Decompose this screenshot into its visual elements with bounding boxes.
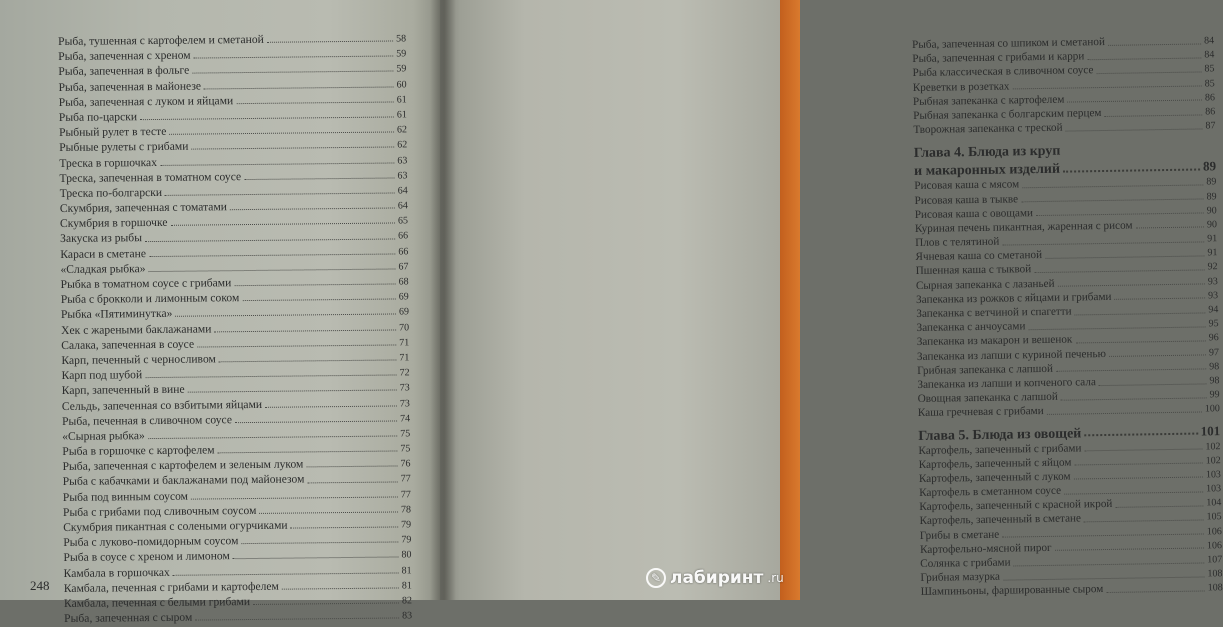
toc-page-number: 81 [401,580,412,592]
toc-title: Хек с жареными баклажанами [61,321,212,337]
dot-leader [291,527,399,529]
dot-leader [1063,168,1200,172]
toc-title: Рыба, запеченная с грибами и карри [912,50,1085,66]
toc-page-number: 63 [397,154,408,166]
toc-page-number: 68 [398,276,409,288]
dot-leader [1014,562,1205,566]
toc-title: Рыба, запеченная с хреном [58,48,191,64]
dot-leader [233,557,399,560]
toc-page-number: 106 [1206,525,1222,538]
toc-page-number: 59 [396,63,407,75]
toc-title: Камбала в горшочках [63,565,170,580]
dot-leader [267,41,393,43]
toc-page-number: 91 [1207,233,1218,245]
dot-leader [307,481,397,483]
toc-page-number: 85 [1204,77,1215,89]
dot-leader [171,223,395,226]
toc-title: Грибная запеканка с лапшой [917,362,1054,377]
toc-title: Ячневая каша со сметаной [915,249,1043,264]
toc-page-number: 66 [398,230,409,242]
toc-title: Рыба, тушенная с картофелем и сметаной [58,32,264,48]
toc-title: Рыба по-царски [58,110,138,124]
toc-page-number: 107 [1207,554,1223,566]
dot-leader [1066,128,1203,131]
toc-title: Рыба в соусе с хреном и лимоном [63,549,230,565]
toc-page-number: 86 [1204,91,1216,104]
toc-title: Рыба, запеченная с сыром [64,610,193,626]
toc-page-number: 106 [1206,540,1223,552]
toc-title: Картофель, запеченный с луком [918,470,1071,485]
dot-leader [1002,241,1204,245]
toc-title: Рыба с луково-помидорным соусом [63,534,239,550]
toc-title: Рыбка «Пятиминутка» [60,307,173,322]
toc-page-number: 69 [398,306,409,318]
toc-title: Рыба, запеченная в фольге [58,64,190,79]
toc-title: Камбала, печенная с белыми грибами [63,594,251,610]
toc-title: «Сладкая рыбка» [60,261,146,276]
toc-page-number: 103 [1206,483,1222,495]
toc-page-number: 71 [399,337,410,349]
toc-title: Овощная запеканка с лапшой [917,390,1058,406]
toc-page-number: 74 [399,413,411,425]
dot-leader [1045,255,1204,259]
dot-leader [173,572,399,575]
toc-title: Рыба с грибами под сливочным соусом [62,503,257,519]
dot-leader [1115,505,1203,507]
dot-leader [1061,397,1207,400]
toc-page-number: 61 [396,109,407,121]
toc-title: Каша гречневая с грибами [917,405,1044,420]
toc-title: Рыбная запеканка с картофелем [912,93,1065,108]
toc-page-number: 81 [401,564,412,576]
toc-title: Творожная запеканка с треской [913,121,1063,137]
dot-leader [234,284,395,287]
toc-title: Караси в сметане [60,246,146,261]
toc-title: Рыба с кабачками и баклажанами под майонезом [62,472,305,489]
toc-page-number: 96 [1208,332,1219,344]
toc-title: Картофель, запеченный с красной икрой [919,498,1113,514]
toc-page-number: 70 [399,321,410,334]
toc-title: Плов с телятиной [915,235,1000,250]
toc-title: Запеканка из лапши с куриной печенью [916,347,1106,363]
toc-title: Картофель, запеченный с яйцом [918,456,1072,471]
labirint-logo-icon: ✎ [646,568,666,588]
dot-leader [149,253,395,257]
dot-leader [1104,114,1202,117]
right-toc-list [912,33,1223,599]
dot-leader [1028,326,1205,330]
dot-leader [306,466,397,468]
dot-leader [145,375,396,379]
toc-title: Картофельно-мясной пирог [919,541,1052,556]
dot-leader [1084,449,1202,452]
toc-title: Запеканка из рожков с яйцами и грибами [916,290,1112,306]
chapter-page-number: 101 [1200,422,1221,439]
toc-page-number: 79 [401,534,412,546]
toc-page-number: 103 [1205,469,1221,481]
dot-leader [1074,477,1203,480]
dot-leader [191,147,394,150]
toc-page-number: 83 [402,610,413,622]
toc-title: Запеканка с ветчиной и спагетти [916,305,1072,320]
toc-title: Сельдь, запеченная со взбитыми яйцами [61,397,263,413]
toc-page-number: 75 [400,428,411,440]
dot-leader [1034,269,1204,273]
dot-leader [1074,463,1202,466]
watermark-text: лабиринт [670,568,764,588]
toc-page-number: 67 [398,261,409,273]
toc-title: Рыба с брокколи и лимонным соком [60,291,240,307]
dot-leader [195,618,399,621]
toc-page-number: 76 [400,458,411,470]
toc-page-number: 99 [1209,389,1220,401]
toc-title: Треска по-болгарски [59,185,163,200]
dot-leader [197,344,396,347]
toc-title: Грибная мазурка [920,570,1001,585]
dot-leader [282,587,399,589]
toc-page-number: 87 [1205,120,1216,132]
dot-leader [1099,383,1207,386]
dot-leader [1108,43,1201,45]
toc-page-number: 62 [396,124,408,136]
dot-leader [140,117,394,121]
toc-page-number: 79 [401,519,412,531]
dot-leader [1075,340,1205,343]
toc-page-number: 63 [397,170,408,182]
toc-title: Запеканка из макарон и вешенок [916,333,1073,349]
dot-leader [230,208,395,211]
toc-page-number: 62 [397,139,408,151]
toc-page-number: 72 [399,367,410,379]
toc-title: Сырная запеканка с лазаньей [915,277,1055,292]
dot-leader [1084,520,1204,523]
toc-title: Запеканка с анчоусами [916,320,1026,335]
dot-leader [1003,576,1204,580]
dot-leader [1075,312,1206,315]
toc-page-number: 75 [400,443,411,455]
dot-leader [204,86,394,89]
dot-leader [1022,184,1203,188]
dot-leader [188,390,397,393]
toc-page-number: 98 [1209,360,1220,373]
dot-leader [1096,71,1201,74]
dot-leader [236,101,394,104]
dot-leader [169,132,394,135]
dot-leader [192,71,393,74]
toc-page-number: 84 [1203,35,1215,47]
toc-title: Треска, запеченная в томатном соусе [59,169,242,185]
dot-leader [1036,213,1204,217]
dot-leader [253,602,399,605]
dot-leader [1058,284,1205,287]
chapter-page-number: 89 [1202,158,1217,174]
watermark-domain: .ru [767,571,784,585]
toc-page-number: 78 [400,504,412,516]
dot-leader [149,268,396,272]
dot-leader [1067,100,1202,103]
toc-page-number: 104 [1206,497,1222,509]
dot-leader [219,360,397,363]
toc-title: Рыба классическая в сливочном соусе [912,64,1094,80]
dot-leader [1087,57,1201,60]
toc-page-number: 108 [1207,568,1223,580]
toc-page-number: 90 [1206,204,1217,217]
toc-page-number: 73 [399,397,410,409]
dot-leader [235,420,397,423]
dot-leader [191,496,398,499]
toc-title: Треска в горшочках [59,155,158,170]
toc-title: Шампиньоны, фаршированные сыром [920,583,1104,599]
toc-page-number: 66 [398,245,409,258]
dot-leader [148,435,397,439]
toc-page-number: 95 [1208,318,1219,330]
toc-title: Рыба в горшочке с картофелем [62,443,215,459]
dot-leader [259,511,398,513]
toc-page-number: 98 [1209,375,1220,387]
toc-page-number: 102 [1205,440,1221,452]
toc-page-number: 71 [399,352,410,364]
dot-leader [1106,590,1204,593]
toc-title: Рыбка в томатном соусе с грибами [60,276,232,291]
toc-page-number: 64 [397,200,408,212]
toc-page-number: 89 [1206,190,1217,202]
toc-title: Рисовая каша в тыкве [914,192,1019,207]
toc-title: Скумбрия, запеченная с томатами [59,200,228,216]
toc-page-number: 97 [1208,346,1220,358]
book-spine-shadow [430,0,456,600]
toc-title: Запеканка из лапши и копченого сала [917,376,1096,391]
dot-leader [1056,369,1206,372]
toc-title: Картофель, запеченный с грибами [918,441,1082,457]
toc-title: Рыба, запеченная со шпиком и сметаной [912,35,1105,51]
toc-title: Рыбные рулеты с грибами [59,139,189,155]
toc-page-number: 80 [401,549,412,561]
toc-page-number: 59 [396,48,407,60]
dot-leader [1012,86,1201,90]
toc-entry [64,607,412,626]
toc-title: Пшенная каша с тыквой [915,263,1032,278]
toc-title: Рисовая каша с мясом [914,178,1020,193]
toc-page-number: 85 [1204,63,1215,75]
toc-title: Карп, запеченный в вине [61,383,185,398]
toc-title: Рисовая каша с овощами [914,206,1034,221]
toc-page-number: 77 [400,488,411,501]
toc-title: Карп под шубой [61,368,143,383]
toc-page-number: 60 [396,78,407,91]
dot-leader [1064,491,1203,494]
toc-title: Закуска из рыбы [60,231,143,246]
toc-page-number: 77 [400,473,411,485]
toc-title: Грибы в сметане [919,528,1000,542]
dot-leader [165,192,395,195]
toc-page-number: 102 [1205,454,1221,467]
toc-title: Рыба, запеченная с картофелем и зеленым луком [62,457,304,474]
left-page [0,0,440,626]
dot-leader [1021,199,1203,203]
toc-page-number: 94 [1208,304,1219,316]
toc-title: Салака, запеченная в соусе [61,337,195,352]
dot-leader [214,329,396,332]
dot-leader [194,56,394,59]
toc-title: «Сырная рыбка» [62,428,145,443]
dot-leader [244,177,394,180]
dot-leader [265,405,397,407]
left-toc-list [58,30,412,626]
toc-page-number: 92 [1207,261,1218,273]
toc-title: Рыба, печенная в сливочном соусе [61,412,233,428]
toc-page-number: 84 [1204,49,1215,61]
toc-title: Картофель в сметанном соусе [919,484,1062,500]
toc-page-number: 65 [397,215,409,227]
dot-leader [1115,298,1206,300]
toc-page-number: 90 [1206,219,1218,231]
toc-page-number: 82 [401,595,413,607]
toc-page-number: 86 [1205,106,1216,118]
chapter-title-line2: и макаронных изделий [913,162,1061,180]
toc-page-number: 89 [1206,176,1217,188]
toc-page-number: 105 [1206,511,1222,523]
dot-leader [160,162,394,165]
toc-title: Солянка с грибами [920,556,1011,570]
toc-page-number: 69 [398,291,409,303]
toc-title: Рыба, запеченная в майонезе [58,79,202,94]
toc-page-number: 93 [1207,290,1219,302]
dot-leader [1109,355,1206,358]
toc-page-number: 93 [1207,275,1218,288]
toc-page-number: 91 [1207,247,1218,259]
toc-page-number: 58 [396,33,407,45]
dot-leader [242,299,396,302]
toc-title: Карп, печенный с черносливом [61,352,216,367]
toc-page-number: 64 [397,185,408,197]
dot-leader [1084,433,1197,437]
toc-page-number: 61 [396,94,407,106]
toc-title: Креветки в розетках [912,80,1010,94]
toc-title: Рыба, запеченная с луком и яйцами [58,93,234,109]
right-page [440,0,1223,600]
toc-title: Рыбный рулет в тесте [58,124,167,140]
page-number: 248 [30,578,50,593]
dot-leader [1002,534,1204,538]
chapter-title: Глава 5. Блюда из овощей [918,425,1082,444]
dot-leader [218,451,398,454]
toc-title: Камбала, печенная с грибами и картофелем [63,579,279,595]
toc-title: Скумбрия пикантная с солеными огурчиками [63,518,288,534]
toc-title: Скумбрия в горшочке [59,216,168,231]
toc-title: Рыба под винным соусом [62,489,189,504]
toc-title: Куриная печень пикантная, жаренная с рисом [914,219,1133,235]
dot-leader [1055,548,1204,551]
dot-leader [1047,411,1202,414]
dot-leader [175,314,396,317]
dot-leader [1136,227,1204,229]
dot-leader [241,542,398,545]
toc-title: Картофель, запеченный в сметане [919,512,1082,528]
toc-page-number: 108 [1207,582,1223,594]
chapter-title-line1: Глава 4. Блюда из круп [913,143,1061,162]
toc-page-number: 73 [399,382,410,394]
toc-title: Рыбная запеканка с болгарским перцем [913,106,1102,122]
labirint-watermark [646,566,784,590]
toc-page-number: 100 [1204,403,1220,415]
dot-leader [145,238,395,242]
